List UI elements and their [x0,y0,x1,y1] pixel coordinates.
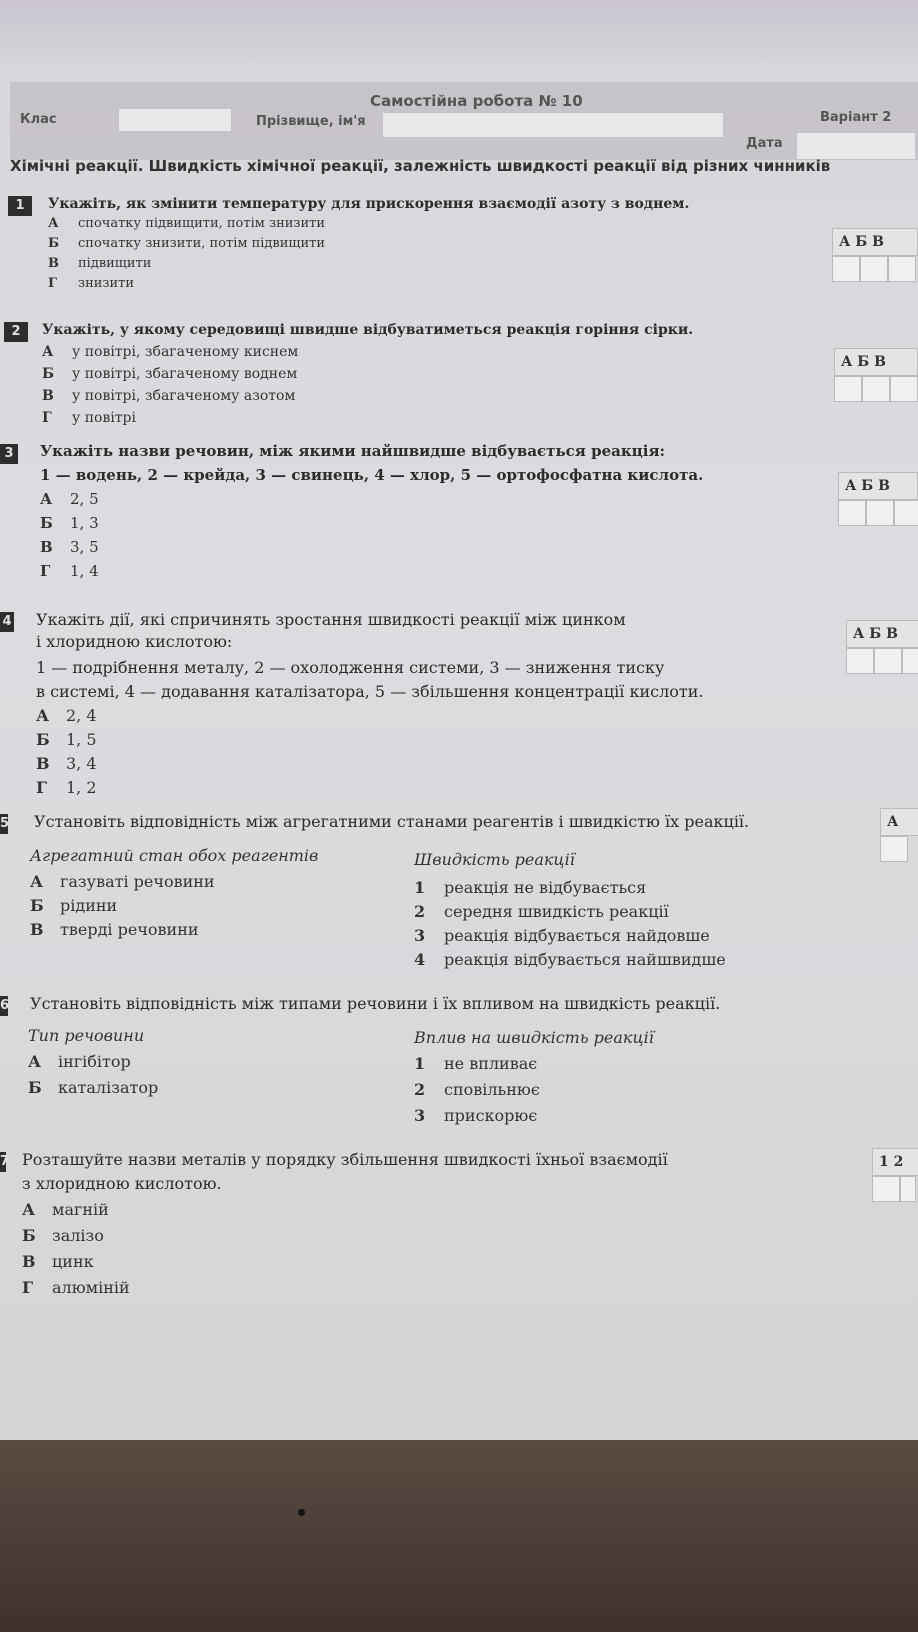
answer-grid[interactable] [832,228,918,282]
answer-grid[interactable] [880,808,918,862]
answer-grid[interactable] [872,1148,918,1202]
option-d: Г знизити [48,276,135,291]
date-field[interactable] [796,132,916,160]
left-column-title: Тип речовини [28,1026,145,1045]
right-item-1: 1 не впливає [414,1054,538,1073]
option-b: Б у повітрі, збагаченому воднем [42,366,298,382]
left-item-b: Б рідини [30,896,118,915]
question-number: 1 [8,196,32,216]
answer-grid-header: А Б В [834,348,918,376]
variant-label: Варіант 2 [820,110,892,125]
option-d: Г 1, 2 [36,778,97,797]
question-number: 5 [0,814,8,834]
question-text: Установіть відповідність між агрегатними станами реагентів і швидкістю їх реакції. [34,812,750,831]
question-number: 3 [0,444,18,464]
name-field[interactable] [382,112,724,138]
right-item-4: 4 реакція відбувається найшвидше [414,950,726,969]
option-a: А спочатку підвищити, потім знизити [48,216,326,231]
question-text: Укажіть назви речовин, між якими найшвидше відбувається реакція: [40,442,666,460]
answer-grid-header: 1 2 [872,1148,918,1176]
question-number: 2 [4,322,28,342]
question-number: 6 [0,996,8,1016]
right-item-3: 3 прискорює [414,1106,538,1125]
question-text: Укажіть дії, які спричинять зростання швидкості реакції між цинком [36,610,626,629]
option-b: Б 1, 3 [40,514,99,532]
answer-grid-header: А Б В [846,620,918,648]
class-label: Клас [20,112,57,127]
option-b: Б спочатку знизити, потім підвищити [48,236,326,251]
option-b: Б 1, 5 [36,730,97,749]
answer-grid-header: А [880,808,918,836]
question-text: Укажіть, як змінити температуру для прискорення взаємодії азоту з воднем. [48,196,690,212]
question-number: 4 [0,612,14,632]
option-c: В підвищити [48,256,152,271]
top-edge [0,0,918,60]
answer-grid[interactable] [846,620,918,674]
option-a: А у повітрі, збагаченому киснем [42,344,299,360]
question-text-2: і хлоридною кислотою: [36,632,233,651]
option-c: В 3, 4 [36,754,97,773]
answer-grid[interactable] [838,472,918,526]
question-number: 7 [0,1152,6,1172]
right-column-title: Швидкість реакції [414,850,575,869]
option-c: В цинк [22,1252,94,1271]
question-text-2: з хлоридною кислотою. [22,1174,222,1193]
right-column-title: Вплив на швидкість реакції [414,1028,654,1047]
date-label: Дата [746,136,783,151]
option-a: А 2, 5 [40,490,99,508]
left-item-c: В тверді речовини [30,920,199,939]
answer-grid-header: А Б В [832,228,918,256]
right-item-2: 2 середня швидкість реакції [414,902,669,921]
option-d: Г алюміній [22,1278,130,1297]
question-text: Установіть відповідність між типами речовини і їх впливом на швидкість реакції. [30,994,721,1013]
table-surface [0,1440,918,1632]
left-item-a: А інгібітор [28,1052,131,1071]
right-item-1: 1 реакція не відбувається [414,878,647,897]
left-item-b: Б каталізатор [28,1078,159,1097]
right-item-3: 3 реакція відбувається найдовше [414,926,710,945]
dot-mark [298,1509,305,1516]
option-a: А 2, 4 [36,706,97,725]
question-text: Розташуйте назви металів у порядку збільшення швидкості їхньої взаємодії [22,1150,668,1169]
answer-grid[interactable] [834,348,918,402]
name-label: Прізвище, ім'я [256,114,366,129]
option-b: Б залізо [22,1226,104,1245]
left-item-a: А газуваті речовини [30,872,215,891]
option-a: А магній [22,1200,109,1219]
topic-heading: Хімічні реакції. Швидкість хімічної реакції, залежність швидкості реакції від різних чинників [10,157,831,175]
class-field[interactable] [118,108,232,132]
option-c: В 3, 5 [40,538,99,556]
option-c: В у повітрі, збагаченому азотом [42,388,296,404]
option-d: Г 1, 4 [40,562,99,580]
option-d: Г у повітрі [42,410,136,426]
question-text-4: в системі, 4 — додавання каталізатора, 5 — збільшення концентрації кислоти. [36,682,704,701]
answer-grid-header: А Б В [838,472,918,500]
worksheet-title: Самостійна робота № 10 [370,92,583,110]
right-item-2: 2 сповільнює [414,1080,540,1099]
question-text-3: 1 — подрібнення металу, 2 — охолодження системи, 3 — зниження тиску [36,658,665,677]
question-text: Укажіть, у якому середовищі швидше відбуватиметься реакція горіння сірки. [42,322,694,338]
left-column-title: Агрегатний стан обох реагентів [30,846,319,865]
question-text-2: 1 — водень, 2 — крейда, 3 — свинець, 4 — хлор, 5 — ортофосфатна кислота. [40,466,704,484]
